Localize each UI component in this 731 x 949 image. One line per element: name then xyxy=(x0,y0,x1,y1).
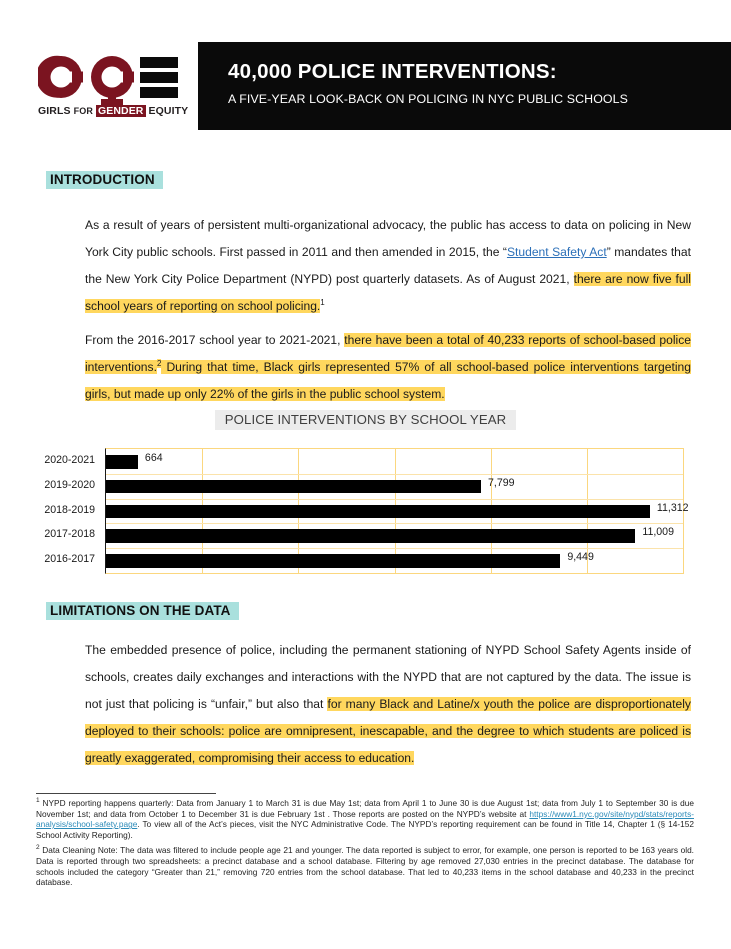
p2-highlight-a: there have been a total of 40,233 reports of school-based police interventions. xyxy=(85,333,691,374)
title-banner xyxy=(198,42,731,130)
section-heading-limitations xyxy=(50,603,231,618)
bar-chart-block xyxy=(0,412,731,587)
footnote-separator xyxy=(36,793,216,794)
chart-bar xyxy=(106,505,650,519)
chart-bar-row xyxy=(106,499,689,524)
chart-category-label: 2019-2020 xyxy=(44,478,95,491)
footnote-ref-2[interactable]: 2 xyxy=(156,358,162,368)
chart-bar xyxy=(106,455,138,469)
chart-title-label: POLICE INTERVENTIONS BY SCHOOL YEAR xyxy=(215,410,517,430)
chart-bar-value-label: 7,799 xyxy=(488,476,515,489)
p1-text-2: ” mandates that the New York City Police Department (NYPD) post quarterly datasets. As of August 2021, xyxy=(85,245,691,286)
p2-highlight-b: During that time, Black girls represented 57% of all school-based police interventions targeting girls, but made up only 22% of the girls in the public school system. xyxy=(85,360,691,401)
chart-category-label: 2017-2018 xyxy=(44,528,95,541)
chart-bar-row xyxy=(106,523,683,548)
footnotes xyxy=(36,798,694,893)
chart-category-label: 2020-2021 xyxy=(44,454,95,466)
banner-subtitle: A FIVE-YEAR LOOK-BACK ON POLICING IN NYC PUBLIC SCHOOLS xyxy=(228,92,629,106)
footnote-ref-1[interactable]: 1 xyxy=(320,297,325,307)
banner-title: 40,000 POLICE INTERVENTIONS: xyxy=(228,60,557,83)
chart-bar xyxy=(106,554,560,568)
chart-bar-row xyxy=(106,548,683,573)
logo-word-girls: GIRLS xyxy=(38,105,71,117)
footnote-marker: 1 xyxy=(36,797,40,805)
gge-logo-mark xyxy=(38,46,188,108)
chart-bar xyxy=(106,480,481,494)
section-heading-limitations-label: LIMITATIONS ON THE DATA xyxy=(50,603,231,618)
chart-bar-value-label: 664 xyxy=(144,452,163,464)
footnote-text-2: . To view all of the Act’s pieces, visit the NYC Administrative Code. The NYPD’s reporting requirement can be found in Title 14, Chapter 1 (§ 14-152 School Activity Reporting). xyxy=(36,819,694,840)
chart-plot-area xyxy=(105,448,689,574)
logo-word-equity: EQUITY xyxy=(148,105,189,117)
gge-logo-tagline xyxy=(38,105,190,117)
section-heading-introduction-label: INTRODUCTION xyxy=(50,172,155,187)
p2-text-1: From the 2016-2017 school year to 2021-2021, xyxy=(85,333,345,347)
chart-bar xyxy=(106,529,635,543)
footnote-text-1: NYPD reporting happens quarterly: Data from January 1 to March 31 is due May 1st; data from April 1 to June 30 is due August 1st; data from July 1 to September 30 is due November 1st; and data from October 1 to December 31 is due February 1st . Those reports are posted on the NYPD’s website at xyxy=(36,798,694,819)
limitations-paragraph xyxy=(85,637,691,772)
logo-word-for: FOR xyxy=(73,106,93,116)
chart-category-label: 2018-2019 xyxy=(44,503,95,516)
chart-bar-row xyxy=(106,474,683,499)
student-safety-act-link[interactable]: Student Safety Act xyxy=(506,245,607,259)
intro-paragraph-2 xyxy=(85,327,691,408)
logo-word-gender: GENDER xyxy=(97,105,144,117)
chart-bar-row xyxy=(106,449,683,474)
footnote-item xyxy=(36,798,694,840)
chart-bar-value-label: 9,449 xyxy=(567,551,594,564)
p1-highlight: there are now five full school years of reporting on school policing. xyxy=(85,272,691,313)
section-heading-introduction xyxy=(50,172,155,187)
footnote-item xyxy=(36,845,694,887)
intro-paragraph-1 xyxy=(85,212,691,320)
p1-text-1: As a result of years of persistent multi-organizational advocacy, the public has access to data on policing in New York City public schools. First passed in 2011 and then amended in 2015, the “ xyxy=(85,218,691,259)
chart-bar-value-label: 11,312 xyxy=(656,501,689,514)
chart-category-label: 2016-2017 xyxy=(44,553,95,566)
chart-title xyxy=(0,412,731,427)
footnote-link[interactable]: https://www1.nyc.gov/site/nypd/stats/reports-analysis/school-safety.page xyxy=(36,808,694,830)
p3-highlight: for many Black and Latine/x youth the police are disproportionately deployed to their schools: police are omnipresent, inescapable, and the degree to which students are policed is greatly exaggerated, compromising their access to education. xyxy=(85,697,691,765)
document-header xyxy=(0,0,731,155)
footnote-text-1: Data Cleaning Note: The data was filtered to include people age 21 and younger. The data reported is subject to error, for example, one person is reported to be 163 years old. Data is reported through two spreadsheets: a precinct database and a school database. Filtering by age removed 27,030 entries in the precinct database. The database for schools included the category “Greater than 21,” removing 720 entries from the school database. That led to 40,233 items in the school database and 40,233 in the precinct database. xyxy=(36,845,694,888)
chart-bar-value-label: 11,009 xyxy=(642,526,674,539)
p3-text-1: The embedded presence of police, including the permanent stationing of NYPD School Safety Agents inside of schools, creates daily exchanges and interactions with the NYPD that are not captured by the data. The issue is not just that policing is “unfair,” but also that xyxy=(85,643,691,711)
footnote-marker: 2 xyxy=(36,844,40,852)
